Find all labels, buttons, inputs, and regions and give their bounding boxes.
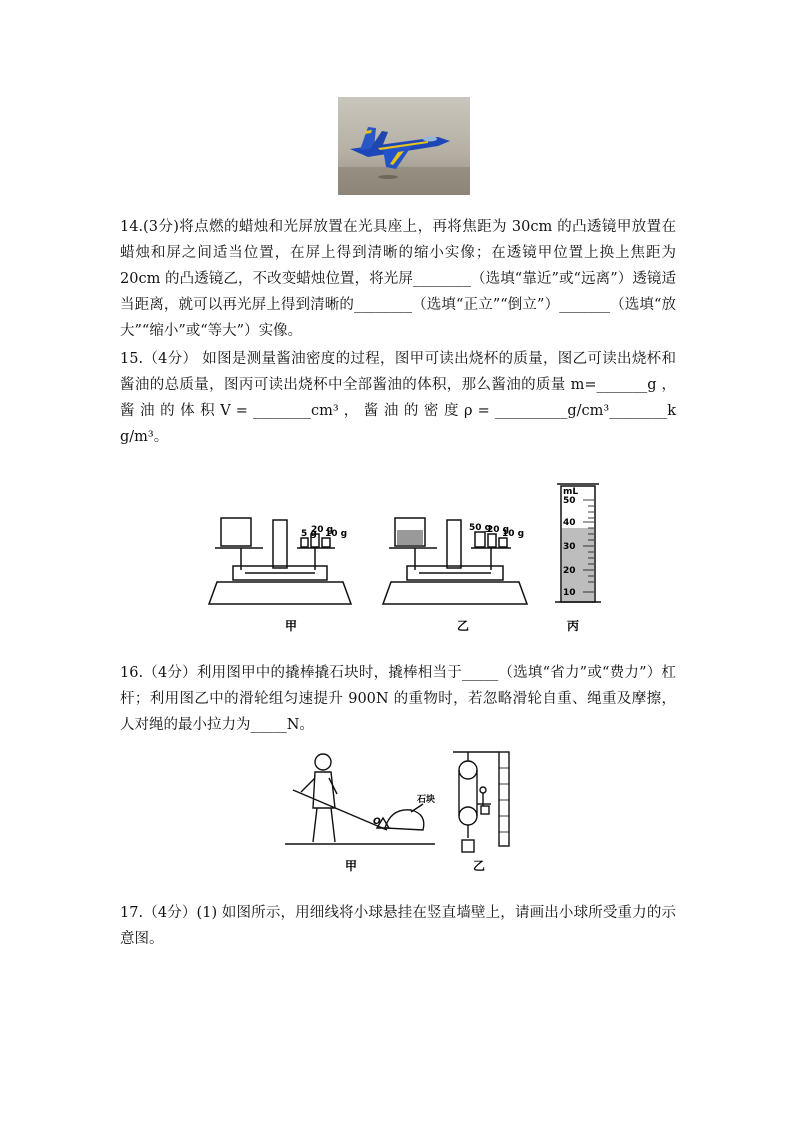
cylinder-tick-label: 40 [563, 518, 576, 528]
lever-pulley-diagram [285, 748, 525, 876]
weight-label: 50 g [469, 523, 492, 533]
weight-label: 20 g [311, 525, 334, 535]
figure-label-yi: 乙 [457, 619, 470, 633]
cylinder-tick-label: 30 [563, 542, 576, 552]
figure-16 [285, 748, 525, 876]
figure-label-bing: 丙 [567, 619, 580, 633]
cylinder-tick-label: 50 [563, 496, 576, 506]
figure-15 [205, 470, 615, 640]
question-15: 15.（4分） 如图是测量酱油密度的过程，图甲可读出烧杯的质量，图乙可读出烧杯和酱油的总质量，图丙可读出烧杯中全部酱油的体积，那么酱油的质量 m=_______g ， 酱 油 的 体 积 V = ________cm³ ， 酱 油 的 密 度 ρ = __________g/cm³________k g/m³。 [120, 351, 676, 445]
cylinder-tick-label: 20 [563, 566, 576, 576]
cylinder-unit: mL [563, 487, 579, 497]
weight-label: 5 g [301, 529, 317, 539]
question-16: 16.（4分）利用图甲中的撬棒撬石块时，撬棒相当于_____（选填“省力”或“费力”）杠杆；利用图乙中的滑轮组匀速提升 900N 的重物时，若忽略滑轮自重、绳重及摩擦，人对绳的最小拉力为_____N。 [120, 665, 676, 733]
cylinder-tick-label: 10 [563, 588, 576, 598]
pivot-label: O [373, 817, 381, 827]
figure-label-jia: 甲 [345, 859, 358, 873]
question-17: 17.（4分）(1) 如图所示，用细线将小球悬挂在竖直墙壁上，请画出小球所受重力的示意图。 [120, 905, 676, 947]
figure-label-yi: 乙 [473, 859, 486, 873]
weight-label: 20 g [487, 525, 510, 535]
question-14: 14.(3分)将点燃的蜡烛和光屏放置在光具座上，再将焦距为 30cm 的凸透镜甲放置在蜡烛和屏之间适当位置，在屏上得到清晰的缩小实像；在透镜甲位置上换上焦距为 20cm 的凸透镜乙，不改变蜡烛位置，将光屏________（选填“靠近”或“远离”）透镜适当距离，就可以再光屏上得到清晰的________（选填“正立”“倒立”）_______（选填“放大”“缩小”或“等大”）实像。 [120, 219, 676, 339]
weight-label: 10 g [502, 529, 525, 539]
jet-photo [338, 97, 470, 195]
balance-diagram [205, 470, 615, 640]
jet-illustration [338, 97, 470, 195]
figure-label-jia: 甲 [285, 619, 298, 633]
weight-label: 10 g [325, 529, 348, 539]
stone-label: 石块 [417, 795, 436, 805]
